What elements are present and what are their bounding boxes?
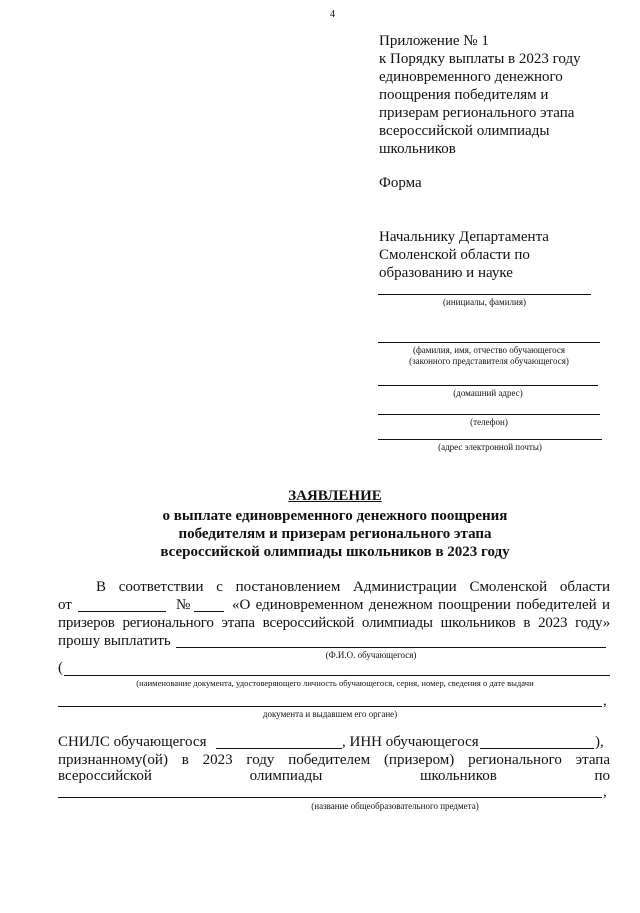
student-fio-line[interactable] bbox=[176, 647, 606, 648]
id-document-line-2[interactable] bbox=[58, 706, 602, 707]
phone-caption: (телефон) bbox=[470, 417, 508, 427]
email-field-line[interactable] bbox=[378, 439, 602, 440]
fio-student-caption: (Ф.И.О. обучающегося) bbox=[325, 650, 417, 660]
addressee-line: Начальнику Департамента bbox=[379, 229, 549, 245]
olympiad-word: всероссийской bbox=[58, 768, 152, 784]
olympiad-word: олимпиады bbox=[249, 768, 323, 784]
id-document-caption-1: (наименование документа, удостоверяющего личность обучающегося, серия, номер, сведения о дате выдачи bbox=[136, 678, 534, 688]
inn-label: , ИНН обучающегося bbox=[342, 734, 479, 750]
subject-caption: (название общеобразовательного предмета) bbox=[311, 801, 479, 811]
comma-2: , bbox=[603, 784, 607, 800]
snils-label: СНИЛС обучающегося bbox=[58, 734, 207, 750]
olympiad-word: школьников bbox=[419, 768, 497, 784]
phone-field-line[interactable] bbox=[378, 414, 600, 415]
open-paren: ( bbox=[58, 660, 63, 676]
from-label: от bbox=[58, 597, 72, 613]
number-sign: № bbox=[176, 597, 191, 613]
appendix-line: школьников bbox=[379, 141, 456, 157]
appendix-line: к Порядку выплаты в 2023 году bbox=[379, 51, 581, 67]
address-caption: (домашний адрес) bbox=[453, 388, 523, 398]
body-line-2: «О единовременном денежном поощрении победителей и bbox=[232, 597, 610, 613]
olympiad-word: по bbox=[594, 768, 610, 784]
appendix-line: единовременного денежного bbox=[379, 69, 563, 85]
body-line-1: В соответствии с постановлением Администрации Смоленской области bbox=[96, 579, 610, 595]
decree-number-line[interactable] bbox=[194, 611, 224, 612]
fio-caption-1: (фамилия, имя, отчество обучающегося bbox=[412, 345, 566, 355]
snils-field-line[interactable] bbox=[216, 748, 342, 749]
page-number: 4 bbox=[330, 9, 335, 20]
subtitle-line: всероссийской олимпиады школьников в 2023 году bbox=[160, 544, 510, 560]
subtitle-line: победителям и призерам регионального этапа bbox=[178, 526, 492, 542]
inn-field-line[interactable] bbox=[480, 748, 594, 749]
comma: , bbox=[603, 693, 607, 709]
appendix-line: призерам регионального этапа bbox=[379, 105, 575, 121]
body-line-4: прошу выплатить bbox=[58, 633, 171, 649]
appendix-line: Приложение № 1 bbox=[379, 33, 489, 49]
body-line-3: призеров регионального этапа всероссийской олимпиады школьников в 2023 году» bbox=[58, 615, 610, 631]
email-caption: (адрес электронной почты) bbox=[438, 442, 542, 452]
initials-field-line[interactable] bbox=[378, 294, 591, 295]
id-document-line-1[interactable] bbox=[64, 675, 610, 676]
recognized-line: признанному(ой) в 2023 году победителем (призером) регионального этапа bbox=[58, 752, 610, 768]
initials-caption: (инициалы, фамилия) bbox=[443, 297, 526, 307]
id-document-caption-2: документа и выдавшем его органе) bbox=[262, 709, 398, 719]
appendix-block bbox=[379, 32, 629, 158]
olympiad-line bbox=[58, 767, 610, 785]
appendix-line: всероссийской олимпиады bbox=[379, 123, 550, 139]
address-field-line[interactable] bbox=[378, 385, 598, 386]
statement-subtitle bbox=[0, 507, 640, 561]
subtitle-line: о выплате единовременного денежного поощрения bbox=[162, 508, 508, 524]
addressee-block bbox=[379, 228, 629, 282]
decree-date-line[interactable] bbox=[78, 611, 166, 612]
form-label: Форма bbox=[379, 175, 422, 191]
addressee-line: Смоленской области по bbox=[379, 247, 530, 263]
subject-field-line[interactable] bbox=[58, 797, 602, 798]
addressee-line: образованию и науке bbox=[379, 265, 513, 281]
fio-caption-2: (законного представителя обучающегося) bbox=[409, 356, 569, 366]
fio-field-line[interactable] bbox=[378, 342, 600, 343]
appendix-line: поощрения победителям и bbox=[379, 87, 549, 103]
close-paren: ), bbox=[595, 734, 604, 750]
statement-title: ЗАЯВЛЕНИЕ bbox=[288, 488, 382, 504]
